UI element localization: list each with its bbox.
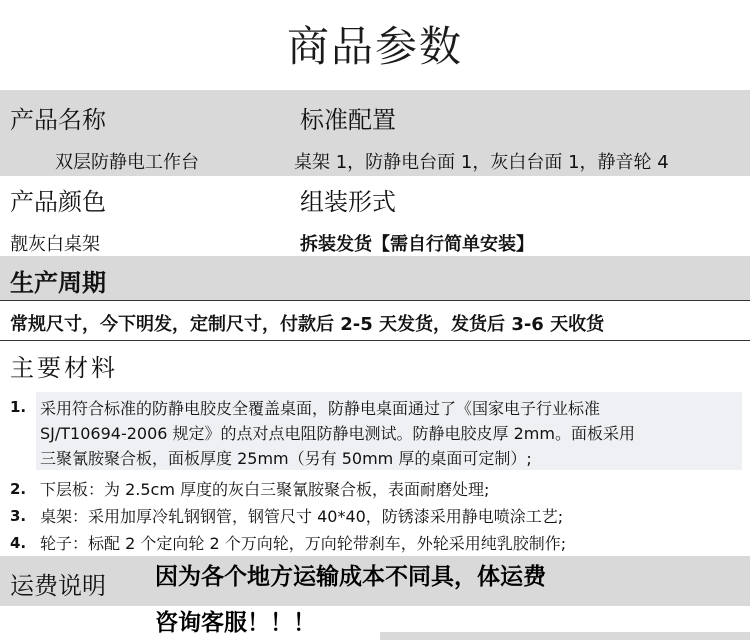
material-1-line-2: SJ/T10694-2006 规定》的点对点电阻防静电测试。防静电胶皮厚 2mm。面板采用 [40,424,635,443]
material-3-number: 3. [10,507,27,525]
product-name-value: 双层防静电工作台 [55,152,199,173]
page-title: 商品参数 [286,22,463,71]
material-3-line: 桌架：采用加厚冷轧钢钢管，钢管尺寸 40*40，防锈漆采用静电喷涂工艺; [40,507,564,526]
assembly-form-label: 组装形式 [300,188,396,216]
cycle-divider [0,300,750,301]
standard-config-value: 桌架 1，防静电台面 1，灰白台面 1，静音轮 4 [294,152,669,173]
material-4-line: 轮子：标配 2 个定向轮 2 个万向轮，万向轮带刹车，外轮采用纯乳胶制作; [40,534,567,553]
main-materials-label: 主要材料 [10,354,118,382]
materials-divider [0,340,750,341]
material-1-number: 1. [10,398,27,416]
material-1-line-3: 三聚氰胺聚合板，面板厚度 25mm（另有 50mm 厚的桌面可定制）; [40,449,532,468]
cycle-header-band [0,256,750,300]
material-4-number: 4. [10,534,27,552]
production-cycle-label: 生产周期 [10,269,106,297]
shipping-note-line-2: 咨询客服！！！ [155,610,316,636]
product-color-label: 产品颜色 [10,188,106,216]
bottom-gray-strip [380,632,750,640]
standard-config-label: 标准配置 [300,106,396,134]
material-2-number: 2. [10,480,27,498]
product-name-label: 产品名称 [10,106,106,134]
shipping-note-line-1: 因为各个地方运输成本不同具，体运费 [155,564,546,590]
product-color-value: 靓灰白桌架 [10,234,100,255]
material-1-line-1: 采用符合标准的防静电胶皮全覆盖桌面，防静电桌面通过了《国家电子行业标准 [40,399,601,418]
production-cycle-value: 常规尺寸，今下明发，定制尺寸，付款后 2-5 天发货，发货后 3-6 天收货 [10,314,605,335]
assembly-form-value: 拆装发货【需自行简单安装】 [300,234,534,255]
shipping-label: 运费说明 [10,572,106,600]
material-2-line: 下层板：为 2.5cm 厚度的灰白三聚氰胺聚合板，表面耐磨处理; [40,480,490,499]
